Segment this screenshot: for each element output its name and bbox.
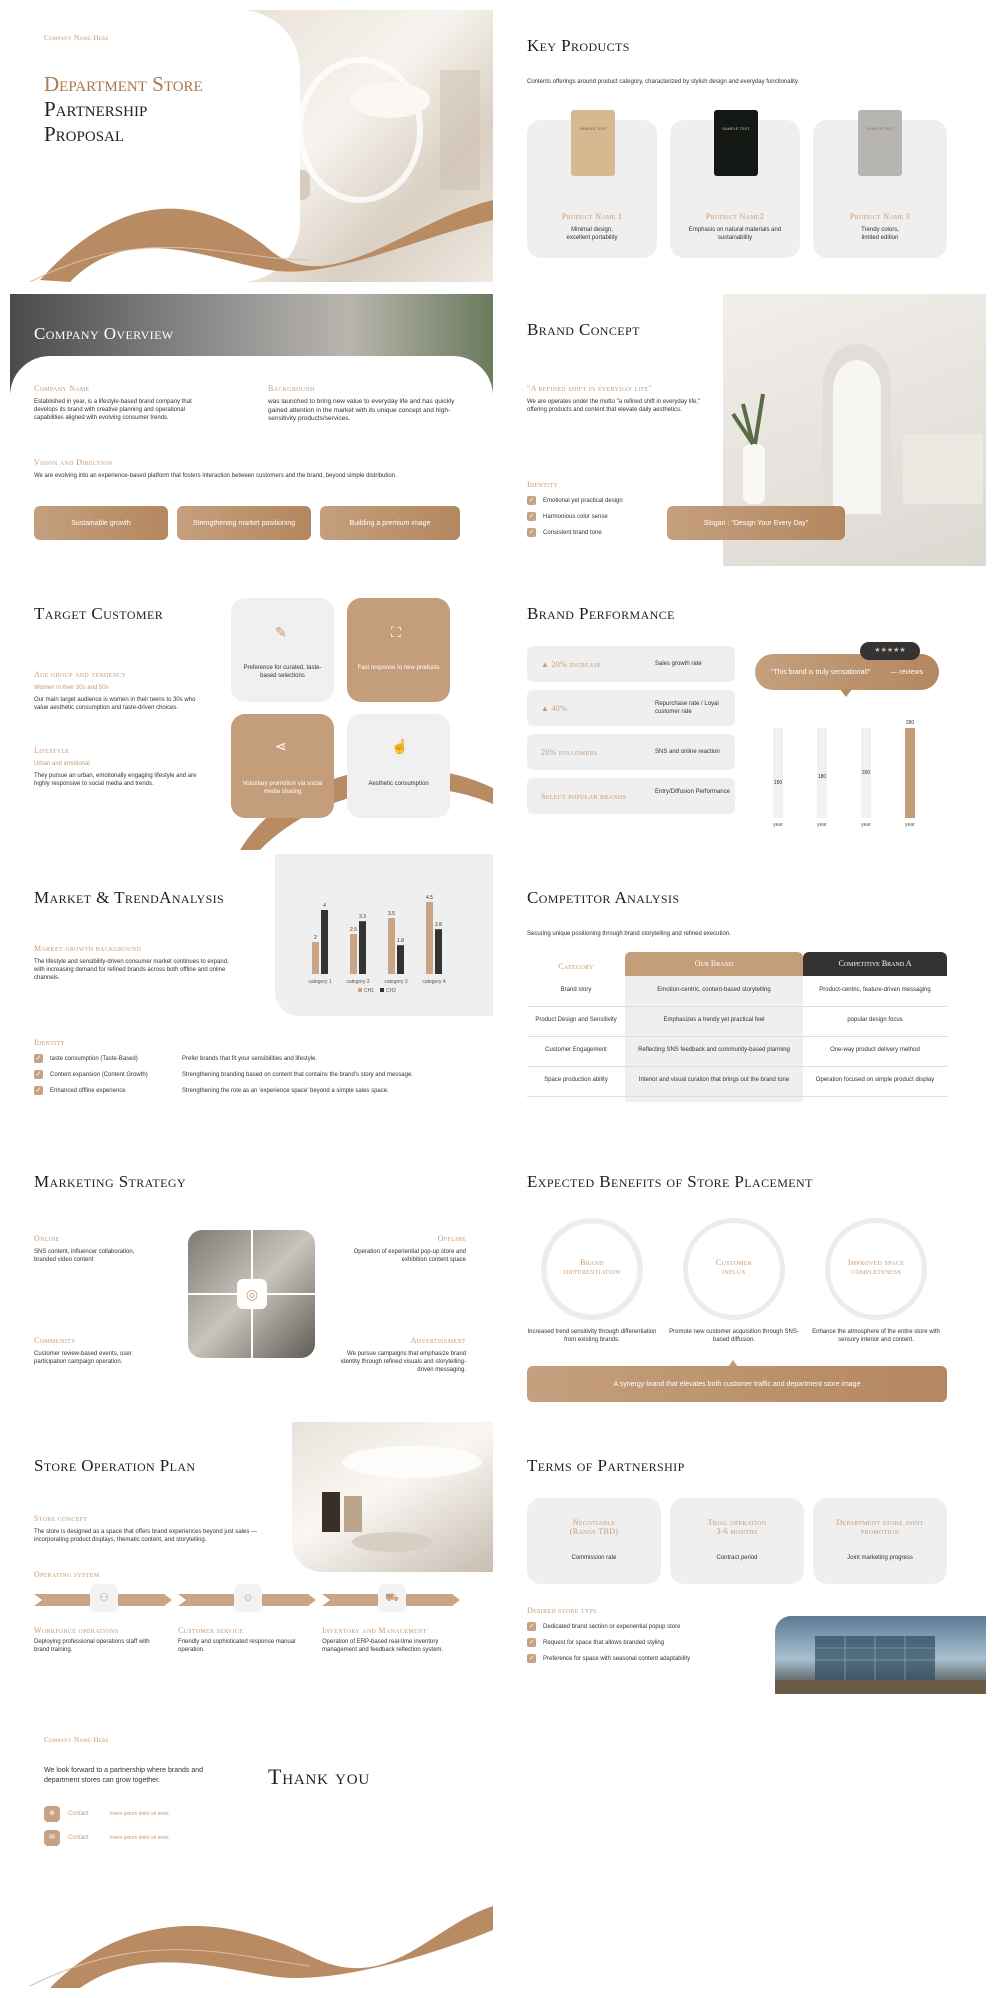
persona-card-2[interactable] [347,598,450,702]
legend-label: CH1 [364,988,375,994]
target-icon: ◎ [237,1279,267,1309]
table-row [527,1096,947,1097]
age-label: Age group and tendency [34,670,127,679]
market-bar-chart [290,874,470,1004]
benefit-text: Increased trend sensitivity through differentiation from existing brands. [527,1329,657,1343]
bar [321,910,328,974]
table-cell: Reflecting SNS feedback and community-based planning [638,1047,790,1053]
globe-icon: ⊕ [44,1806,60,1822]
bar [350,934,357,974]
slide-title: Expected Benefits of Store Placement [527,1172,813,1191]
table-cell: popular design focus [847,1017,903,1023]
data-label: 1.8 [397,938,404,945]
product-desc: sustainability [717,235,753,241]
slide-market-trend [10,854,493,1126]
smile-icon: ☺ [234,1584,262,1612]
offline-label: Offline [437,1234,466,1243]
product-card-2[interactable] [670,120,800,258]
bar [359,921,366,974]
bar [426,902,433,974]
terms-label: Joint marketing progress [847,1555,913,1561]
slide-subtitle: Contents offerings around product category, characterized by stylish design and everyday functionality. [527,79,800,85]
identity-label: Identity [527,480,559,489]
performance-bar-chart [753,708,953,838]
metric-label: Repurchase rate / Loyal customer rate [655,701,719,715]
metric-label: SNS and online reaction [655,749,720,755]
slide-brand-concept [503,294,986,566]
wave-decoration [10,1886,493,1988]
table-cell: Operation focused on simple product display [815,1077,935,1083]
wave-decoration [10,160,493,282]
check-icon: ✓ [528,1655,535,1662]
box-text: SAMPLE TEXT [579,126,607,131]
motto-quote: "A refined shift in everyday life" [527,384,653,393]
metric-value: ▲ 20% increase [541,660,602,669]
online-label: Online [34,1234,60,1243]
company-name: Company Name Here [44,1736,110,1744]
review-pointer [840,689,852,697]
box-text: SAMPLE TEXT [722,126,750,131]
table-cell: Emphasizes a trendy yet practical feel [663,1017,765,1023]
persona-text: Fast response to new products [357,665,440,671]
benefit-label: influx [722,1267,746,1276]
data-label: 180 [817,774,827,781]
tick-label: year [905,822,915,828]
product-name: Product Name2 [705,212,765,221]
check-icon: ✓ [35,1071,42,1078]
product-desc: Trendy colors, [861,227,899,233]
slide-expected-benefits [503,1138,986,1410]
data-label: 2 [314,935,317,941]
slide-title: Company Overview [34,324,174,343]
terms-card-3 [813,1498,947,1584]
desired-item: Preference for space with seasonal content adaptability [543,1656,691,1662]
community-label: Community [34,1336,76,1345]
step-label: Customer service [178,1626,244,1635]
data-label: 280 [905,720,915,726]
slide-title: Competitor Analysis [527,888,680,907]
metric-value: 20% followers [541,748,598,757]
terms-label: Commission rate [571,1555,617,1561]
background-text: was launched to bring new value to everyday life and has quickly gained attention in the market with its unique concept and high-sensitivity products/services. [268,398,455,422]
persona-card-3[interactable] [231,714,334,818]
slide-title: Market & TrendAnalysis [34,888,225,907]
table-row [527,1006,947,1007]
share-icon: ⋖ [275,738,287,754]
data-label: 3.5 [388,911,395,917]
legend-swatch [358,988,362,992]
table-header-category: Category [558,962,594,971]
terms-value: promotion [860,1527,900,1536]
metric-row-1 [527,646,735,682]
concept-text: The store is designed as a space that offers brand experiences beyond just sales — incorporating product displays, thematic content, and storytelling. [34,1529,258,1543]
desired-item: Dedicated brand section or experiential popup store [543,1624,681,1630]
shopping-bag-icon: ⛶ [391,624,401,640]
metric-value: Select popular brands [541,792,627,801]
terms-label: Contract period [716,1555,758,1561]
metric-label: Entry/Diffusion Performance [655,789,730,795]
lifestyle-label: Lifestyle [34,746,70,755]
identity-item: Harmonious color sense [543,514,608,520]
age-sub: Women in their 30s and 50s [34,685,109,691]
vision-text: We are evolving into an experience-based platform that fosters interaction between customers and the brand, beyond simple distribution. [34,473,397,479]
online-text: SNS content, influencer collaboration, branded video content [34,1249,135,1263]
check-person-icon: ✎ [275,624,287,640]
check-icon: ✓ [528,529,535,536]
table-cell: Brand story [560,987,592,993]
table-header-competitor: Competitive Brand A [803,952,947,976]
age-text: Our main target audience is women in their teens to 30s who value aesthetic consumption and taste-driven choices. [34,697,196,711]
company-label: Company Name [34,384,90,393]
tick-label: category 1 [308,979,332,985]
company-text: Established in year, is a lifestyle-based brand company that develops its brand with creative planning and operational capabilities aligned with evolving consumer trends. [34,399,192,421]
check-icon: ✓ [35,1087,42,1094]
bar [397,945,404,974]
table-cell: Emotion-centric, content-based storytelling [657,987,771,993]
community-text: Customer review-based events, user participation campaign operation. [34,1351,132,1365]
product-card-1[interactable] [527,120,657,258]
step-text: Operation of ERP-based real-time inventory management and feedback reflection system. [322,1639,444,1653]
persona-card-4[interactable] [347,714,450,818]
review-quote: "This brand is truly sensational!" [771,668,871,676]
title-line-2: Partnership [44,97,148,121]
identity-right: Prefer brands that fit your sensibilities and lifestyle. [182,1056,318,1062]
motto-text: We are operates under the motto "a refined shift in everyday life," offering products and content that elevate daily aesthetics. [527,399,701,413]
table-row [527,1066,947,1067]
vision-label: Vision and Direction [34,458,113,467]
table-cell: Product-centric, feature-driven messaging [819,987,931,993]
closing-text: We look forward to a partnership where brands and department stores can grow together. [44,1767,204,1784]
building-photo [775,1616,986,1694]
slide-title: Store Operation Plan [34,1456,196,1475]
title-line-3: Proposal [44,122,125,146]
slide-competitor-analysis [503,854,986,1126]
terms-value: Trial operation [707,1518,767,1527]
terms-value: (Range TBD) [569,1527,619,1536]
boutique-photo [292,1422,493,1572]
check-icon: ✓ [528,1639,535,1646]
bar [773,788,783,818]
person-plus-icon: ⚇ [90,1584,118,1612]
stars-badge: ★★★★★ [860,642,920,660]
slide-title: Brand Concept [527,320,640,339]
review-tag: — reviews [890,668,923,676]
table-header-our-brand: Our Brand [625,952,803,976]
synergy-banner: A synergy brand that elevates both customer traffic and department store image [527,1366,947,1402]
box-text: SAMPLE TEXT [866,126,894,131]
table-cell: Customer Engagement [545,1047,607,1053]
company-name: Company Name Here [44,34,110,42]
product-desc: excellent portability [566,235,618,241]
data-label: 4.5 [426,895,433,901]
data-label: 2.8 [435,922,442,929]
benefit-label: Brand [580,1258,604,1267]
benefit-text: Promote new customer acquisition through SNS-based diffusion. [669,1329,799,1343]
benefit-label: completeness [851,1267,901,1276]
tick-label: year [817,822,827,828]
slide-company-overview [10,294,493,566]
ad-label: Advertisement [410,1336,466,1345]
product-name: Product Name 1 [561,212,623,221]
slide-title: Terms of Partnership [527,1456,685,1475]
benefit-label: Customer [715,1258,753,1267]
lifestyle-sub: Urban and emotional [34,761,90,767]
identity-label: Identity [34,1038,66,1047]
identity-right: Strengthening branding based on content that contains the brand's story and message. [182,1072,413,1078]
tick-label: year [861,822,871,828]
tick-label: category 3 [384,979,408,985]
identity-left: taste consumption (Taste-Based) [50,1056,138,1062]
table-cell: Interior and visual curation that brings out the brand tone [638,1077,790,1083]
offline-text: Operation of experiential pop-up store and exhibition content space [353,1249,466,1263]
terms-value: Department store joint [836,1518,924,1527]
growth-text: The lifestyle and sensibility-driven consumer market continues to expand, with increasing demand for refined brands across both offline and online channels. [34,959,229,981]
slide-title: Brand Performance [527,604,675,623]
benefit-text: Enhance the atmosphere of the entire store with sensory interior and content. [812,1329,940,1343]
slogan-button[interactable]: Slogan : "Design Your Every Day" [667,506,845,540]
bar [435,929,442,974]
terms-card-2 [670,1498,804,1584]
step-text: Friendly and sophisticated response manual operation. [178,1639,296,1653]
growth-label: Market growth background [34,944,141,953]
metric-row-3 [527,734,735,770]
benefit-label: differentiation [563,1267,621,1276]
slide-title: Marketing Strategy [34,1172,187,1191]
concept-label: Store concept [34,1514,88,1523]
metric-label: Sales growth rate [655,661,702,667]
product-card-3[interactable] [813,120,947,258]
identity-item: Consistent brand tone [543,530,602,536]
slide-marketing-strategy [10,1138,493,1410]
slide-subtitle: Securing unique positioning through brand storytelling and refined execution. [527,931,731,937]
identity-item: Emotional yet practical design [543,498,623,504]
mail-icon: ✉ [44,1830,60,1846]
table-row [527,1036,947,1037]
market-positioning-button[interactable]: Strengthening market positioning [177,506,311,540]
persona-text: Voluntary promotion via social media sharing [242,781,323,795]
slide-title: Target Customer [34,604,164,623]
sustainable-growth-button[interactable]: Sustainable growth [34,506,168,540]
system-label: Operating system [34,1570,100,1579]
persona-card-1[interactable] [231,598,334,702]
terms-value: 3-6 months [716,1527,758,1536]
premium-image-button[interactable]: Building a premium image [320,506,460,540]
identity-left: Content expansion (Content Growth) [50,1072,148,1078]
contact-label: Contact [68,1835,89,1841]
metric-value: ▲ 40% [541,704,568,713]
check-icon: ✓ [35,1055,42,1062]
tick-label: category 2 [346,979,370,985]
contact-value: lorem ipsum dolor sit amet [110,1835,169,1841]
background-label: Background [268,384,315,393]
metric-row-2 [527,690,735,726]
table-cell: Product Design and Sensitivity [535,1017,617,1023]
table-cell: One-way product delivery method [830,1047,920,1053]
cart-icon: ⛟ [378,1584,406,1612]
bar [388,918,395,974]
step-text: Deploying professional operations staff with brand training. [34,1639,150,1653]
persona-text: Preference for curated, taste-based selections [243,665,322,679]
data-label: 2.5 [350,927,357,933]
data-label: 4 [323,903,326,909]
desired-item: Request for space that allows branded styling [543,1640,665,1646]
tick-label: year [773,822,783,828]
lifestyle-text: They pursue an urban, emotionally engaging lifestyle and are highly responsive to social media and trends. [34,773,197,787]
data-label: 200 [861,770,871,777]
bar [861,778,871,818]
check-icon: ✓ [528,1623,535,1630]
data-label: 150 [773,780,783,787]
slide-store-operation [10,1422,493,1694]
bar [312,942,319,974]
ad-text: We pursue campaigns that emphasize brand identity through refined visuals and storytelling-driven messaging. [340,1351,466,1373]
legend-label: CH2 [386,988,397,994]
bar [905,728,915,818]
product-desc: Minimal design, [571,227,613,233]
desired-label: Desired store type [527,1606,598,1615]
slide-cover [10,10,493,282]
check-icon: ✓ [528,497,535,504]
table-cell: Space production ability [544,1077,608,1083]
slide-terms-partnership [503,1422,986,1694]
thumbs-up-icon: ☝ [391,738,409,754]
step-label: Workforce operations [34,1626,119,1635]
product-desc: Emphasis on natural materials and [688,227,782,233]
terms-card-1 [527,1498,661,1584]
slide-key-products [503,10,986,282]
terms-value: Negotiable [572,1518,616,1527]
product-desc: limited edition [861,235,899,241]
step-label: Inventory and Management [322,1626,427,1635]
tick-label: category 4 [422,979,446,985]
metric-row-4 [527,778,735,814]
slide-target-customer [10,578,493,850]
legend-swatch [380,988,384,992]
benefit-label: Improved space [847,1258,905,1267]
title-line-1: Department Store [44,72,203,96]
slide-title: Key Products [527,36,630,55]
data-label: 3.3 [359,914,366,921]
product-name: Product Name 3 [849,212,911,221]
phone-hands-photo [188,1230,315,1358]
contact-label: Contact [68,1811,89,1817]
identity-left: Enhanced offline experience [50,1088,126,1094]
persona-text: Aesthetic consumption [368,781,429,787]
slide-brand-performance [503,578,986,850]
bar [817,782,827,818]
check-icon: ✓ [528,513,535,520]
contact-value: lorem ipsum dolor sit amet [110,1811,169,1817]
identity-right: Strengthening the role as an 'experience space' beyond a simple sales space. [182,1088,389,1094]
thank-you-title: Thank you [268,1764,370,1789]
slide-thank-you [10,1706,493,1988]
